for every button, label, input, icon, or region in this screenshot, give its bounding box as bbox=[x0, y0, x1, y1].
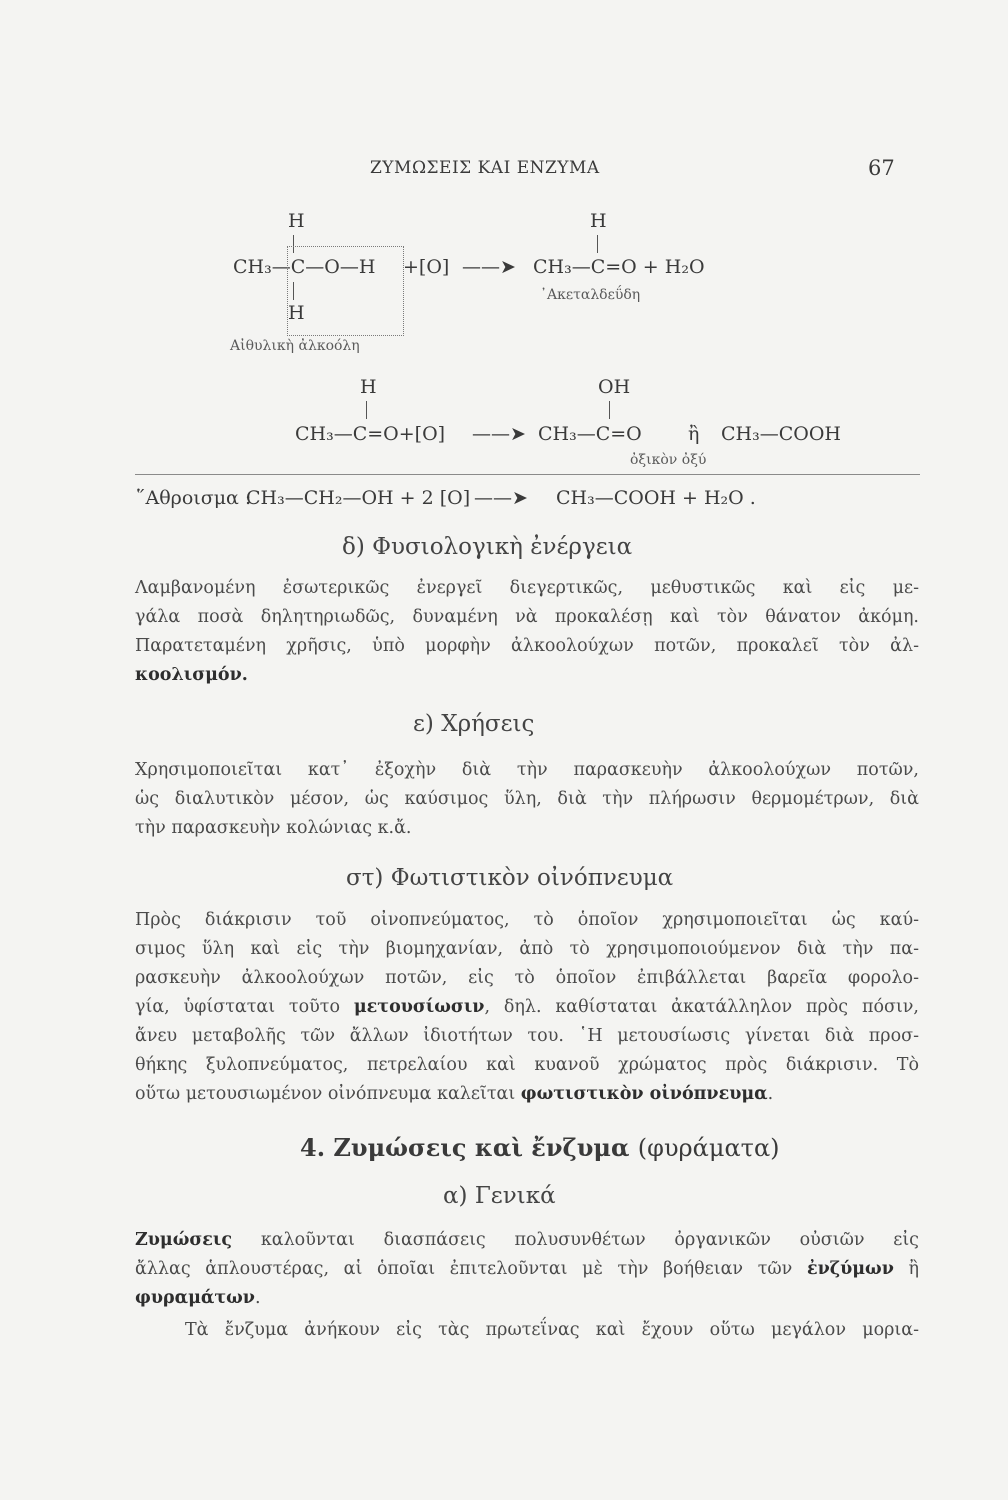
acetic-acid-formula-b: CH₃—COOH bbox=[721, 423, 841, 445]
sum-label: ῞Αθροισμα : bbox=[136, 487, 252, 509]
paragraph-fermentation-definition bbox=[135, 1226, 919, 1313]
text-run: ἢ bbox=[893, 1259, 919, 1279]
text-line: ὡς διαλυτικὸν μέσον, ὡς καύσιμος ὕλη, διὰ τὴν πλήρωσιν θερμομέτρων, διὰ bbox=[135, 789, 919, 809]
acetaldehyde-formula: CH₃—C=O + H₂O bbox=[533, 256, 705, 278]
bold-term-fermentations: Ζυμώσεις bbox=[135, 1230, 233, 1250]
sum-rhs: CH₃—COOH + H₂O . bbox=[556, 487, 756, 509]
text-line: ρασκευὴν ἀλκοολούχων ποτῶν, εἰς τὸ ὁποῖον ἐπιβάλλεται βαρεῖα φορολο- bbox=[135, 968, 919, 988]
text-line: Παρατεταμένη χρῆσις, ὑπὸ μορφὴν ἀλκοολούχων ποτῶν, προκαλεῖ τὸν ἀλ- bbox=[135, 636, 919, 656]
ethanol-formula: CH₃—C—O—H bbox=[233, 256, 376, 278]
chapter-heading-main: 4. Ζυμώσεις καὶ ἔνζυμα bbox=[300, 1133, 630, 1162]
running-header: ΖΥΜΩΣΕΙΣ ΚΑΙ ΕΝΖΥΜΑ bbox=[370, 158, 600, 178]
text-line: τὴν παρασκευὴν κολώνιας κ.ἄ. bbox=[135, 818, 412, 838]
text-line bbox=[135, 1080, 919, 1109]
page-number: 67 bbox=[868, 156, 895, 180]
bold-term-enzymes: ἐνζύμων bbox=[806, 1259, 894, 1279]
acetaldehyde-label: ᾿Ακεταλδεΰδη bbox=[540, 287, 641, 303]
paragraph-uses bbox=[135, 756, 919, 843]
text-run: γία, ὑφίσταται τοῦτο bbox=[135, 997, 354, 1017]
or-word: ἢ bbox=[688, 423, 700, 445]
bond-line bbox=[609, 401, 610, 419]
text-line: Χρησιμοποιεῖται κατ᾿ ἐξοχὴν διὰ τὴν παρασκευὴν ἀλκοολούχων ποτῶν, bbox=[135, 760, 919, 780]
bond-line bbox=[293, 282, 294, 300]
text-line: Λαμβανομένη ἐσωτερικῶς ἐνεργεῖ διεγερτικῶς, μεθυστικῶς καὶ εἰς με- bbox=[135, 578, 919, 598]
paragraph-denatured-alcohol bbox=[135, 906, 919, 1109]
acetic-acid-label: ὀξικὸν ὀξύ bbox=[630, 452, 707, 468]
bold-term-denaturation: μετουσίωσιν bbox=[353, 997, 485, 1017]
chapter-heading-paren: (φυράματα) bbox=[637, 1134, 780, 1162]
hydroxyl-top: OH bbox=[598, 376, 631, 398]
text-run: ἄλλας ἁπλουστέρας, αἱ ὁποῖαι ἐπιτελοῦνται μὲ τὴν βοήθειαν τῶν bbox=[135, 1259, 807, 1279]
hydrogen-bottom: H bbox=[288, 302, 305, 324]
text-line: ἄνευ μεταβολῆς τῶν ἄλλων ἰδιοτήτων του. ῾Η μετουσίωσις γίνεται διὰ προσ- bbox=[135, 1026, 919, 1046]
bold-term-ferments: φυραμάτων bbox=[135, 1288, 255, 1308]
section-heading-physiology: δ) Φυσιολογικὴ ἐνέργεια bbox=[342, 534, 633, 560]
hydrogen-top-left: H bbox=[288, 210, 305, 232]
oxidant: +[O] bbox=[403, 256, 450, 278]
section-heading-uses: ε) Χρήσεις bbox=[413, 711, 535, 737]
text-line bbox=[135, 1226, 919, 1255]
sum-lhs: CH₃—CH₂—OH + 2 [O] bbox=[246, 487, 471, 509]
text-line: θήκης ξυλοπνεύματος, πετρελαίου καὶ κυανοῦ χρώματος πρὸς διάκρισιν. Τὸ bbox=[135, 1055, 919, 1075]
section-heading-denatured-alcohol: στ) Φωτιστικὸν οἰνόπνευμα bbox=[346, 865, 674, 891]
section-heading-general: α) Γενικά bbox=[443, 1183, 556, 1209]
bond-line bbox=[366, 401, 367, 419]
text-line bbox=[135, 993, 919, 1022]
text-line bbox=[135, 1284, 919, 1313]
text-run: . bbox=[254, 1288, 261, 1308]
hydrogen-top-right: H bbox=[590, 210, 607, 232]
text-run: . bbox=[767, 1084, 774, 1104]
text-line: Πρὸς διάκρισιν τοῦ οἰνοπνεύματος, τὸ ὁποῖον χρησιμοποιεῖται ὡς καύ- bbox=[135, 910, 919, 930]
divider-rule bbox=[135, 474, 920, 475]
reaction-arrow: ——➤ bbox=[472, 423, 526, 445]
bold-term-lighting-alcohol: φωτιστικὸν οἰνόπνευμα bbox=[520, 1084, 768, 1104]
text-run: καλοῦνται διασπάσεις πολυσυνθέτων ὀργανικῶν οὐσιῶν εἰς bbox=[232, 1230, 919, 1250]
bold-term-alcoholism: κοολισμόν. bbox=[135, 665, 248, 685]
hydrogen-top: H bbox=[360, 376, 377, 398]
acetic-acid-formula-a: CH₃—C=O bbox=[538, 423, 642, 445]
ethanol-label: Αἰθυλικὴ ἀλκοόλη bbox=[230, 338, 360, 354]
text-line: σιμος ὕλη καὶ εἰς τὴν βιομηχανίαν, ἀπὸ τὸ χρησιμοποιούμενον διὰ τὴν πα- bbox=[135, 939, 919, 959]
reaction-arrow: ——➤ bbox=[462, 256, 516, 278]
text-line: Τὰ ἔνζυμα ἀνήκουν εἰς τὰς πρωτεΐνας καὶ ἔχουν οὕτω μεγάλον μορια- bbox=[185, 1320, 919, 1340]
text-line: γάλα ποσὰ δηλητηριωδῶς, δυναμένη νὰ προκαλέσῃ καὶ τὸν θάνατον ἀκόμη. bbox=[135, 607, 919, 627]
paragraph-physiology bbox=[135, 574, 919, 690]
reaction-arrow: ——➤ bbox=[474, 487, 528, 509]
bond-line bbox=[597, 235, 598, 253]
text-run: οὕτω μετουσιωμένον οἰνόπνευμα καλεῖται bbox=[135, 1084, 521, 1104]
acetaldehyde-formula: CH₃—C=O+[O] bbox=[295, 423, 446, 445]
paragraph-enzymes bbox=[135, 1316, 919, 1345]
text-run: , δηλ. καθίσταται ἀκατάλληλον πρὸς πόσιν, bbox=[484, 997, 919, 1017]
text-line bbox=[135, 1255, 919, 1284]
chapter-heading bbox=[300, 1133, 780, 1162]
